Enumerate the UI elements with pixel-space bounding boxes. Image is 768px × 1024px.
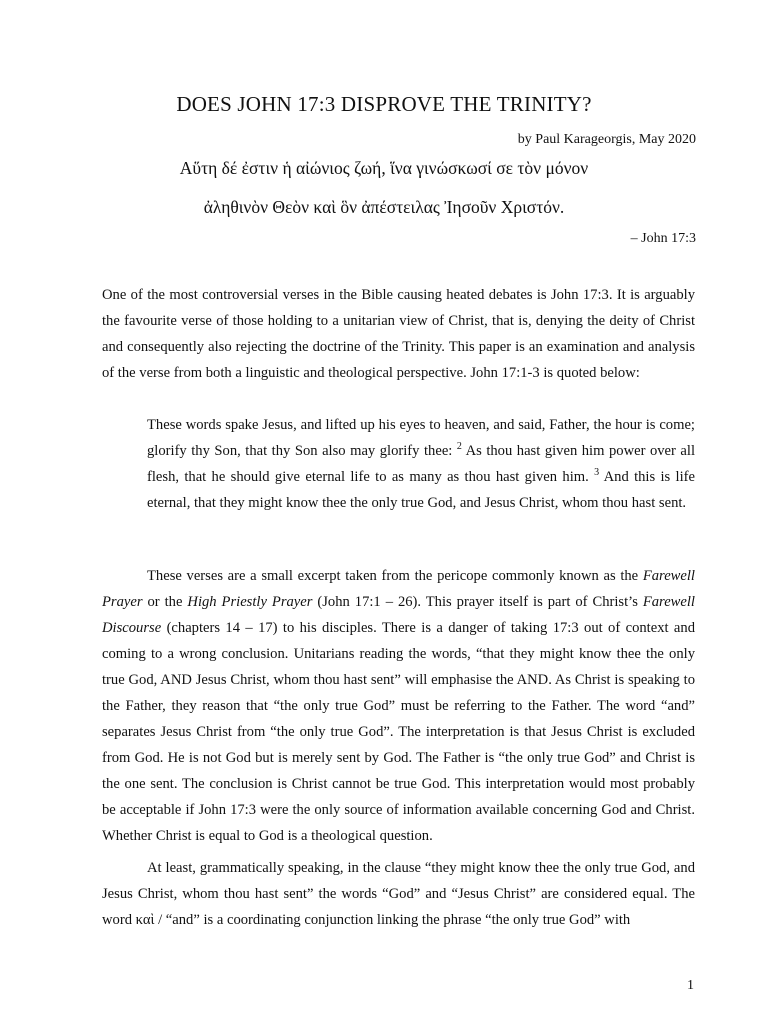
context-text-2: or the xyxy=(142,594,188,610)
context-paragraph-text xyxy=(102,563,695,849)
context-paragraph xyxy=(102,563,695,849)
greek-verse-line-1: Αὕτη δέ ἐστιν ἡ αἰώνιος ζωή, ἵνα γινώσκωσί σε τὸν μόνον xyxy=(179,158,589,178)
quote-verse-3: And this is life eternal, that they might know thee the only true God, and Jesus Christ, whom thou hast sent. xyxy=(147,469,695,511)
verse-number-3: 3 xyxy=(594,467,600,479)
context-text-1: These verses are a small excerpt taken from the pericope commonly known as the xyxy=(147,568,643,584)
farewell-prayer-term: Farewell Prayer xyxy=(102,568,695,610)
verse-number-2: 2 xyxy=(456,441,462,453)
context-text-3: (John 17:1 – 26). This prayer itself is part of Christ’s xyxy=(312,594,643,610)
document-title: DOES JOHN 17:3 DISPROVE THE TRINITY? xyxy=(176,92,592,116)
author-byline: by Paul Karageorgis, May 2020 xyxy=(517,132,696,147)
quote-verse-1: These words spake Jesus, and lifted up his eyes to heaven, and said, Father, the hour is come; glorify thy Son, that thy Son also may glorify thee: xyxy=(147,417,695,459)
intro-paragraph-text: One of the most controversial verses in the Bible causing heated debates is John 17:3. It is arguably the favourite verse of those holding to a unitarian view of Christ, that is, denying the deity of Christ and consequently also rejecting the doctrine of the Trinity. This paper is an examination and analysis of the verse from both a linguistic and theological perspective. John 17:1-3 is quoted below: xyxy=(102,287,695,381)
greek-verse-line-2: ἀληθινὸν Θεὸν καὶ ὃν ἀπέστειλας Ἰησοῦν Χριστόν. xyxy=(203,197,565,217)
greek-verse-citation: – John 17:3 xyxy=(630,231,696,246)
page-number: 1 xyxy=(687,978,694,993)
intro-paragraph xyxy=(102,282,695,386)
farewell-discourse-term: Farewell Discourse xyxy=(102,594,695,636)
block-quote-text xyxy=(147,412,695,516)
grammar-paragraph xyxy=(102,855,695,933)
block-quote xyxy=(147,412,695,516)
quote-verse-2: As thou hast given him power over all flesh, that he should give eternal life to as many as thou hast given him. xyxy=(147,443,696,485)
high-priestly-prayer-term: High Priestly Prayer xyxy=(187,594,313,610)
context-text-4: (chapters 14 – 17) to his disciples. There is a danger of taking 17:3 out of context and coming to a wrong conclusion. Unitarians reading the words, “that they might know thee the only true God, AND Jesus Christ, whom thou hast sent” will emphasise the AND. As Christ is speaking to the Father, they reason that “the only true God” must be referring to the Father. The word “and” separates Jesus Christ from “the only true God”. The interpretation is that Jesus Christ is excluded from God. He is not God but is merely sent by God. The Father is “the only true God” and Christ is the one sent. The conclusion is Christ cannot be true God. This interpretation would most probably be acceptable if John 17:3 were the only source of information available concerning God and Christ. Whether Christ is equal to God is a theological question. xyxy=(102,620,695,844)
grammar-paragraph-text: At least, grammatically speaking, in the clause “they might know thee the only true God, and Jesus Christ, whom thou hast sent” the words “God” and “Jesus Christ” are considered equal. The word καὶ / “and” is a coordinating conjunction linking the phrase “the only true God” with xyxy=(102,860,695,928)
